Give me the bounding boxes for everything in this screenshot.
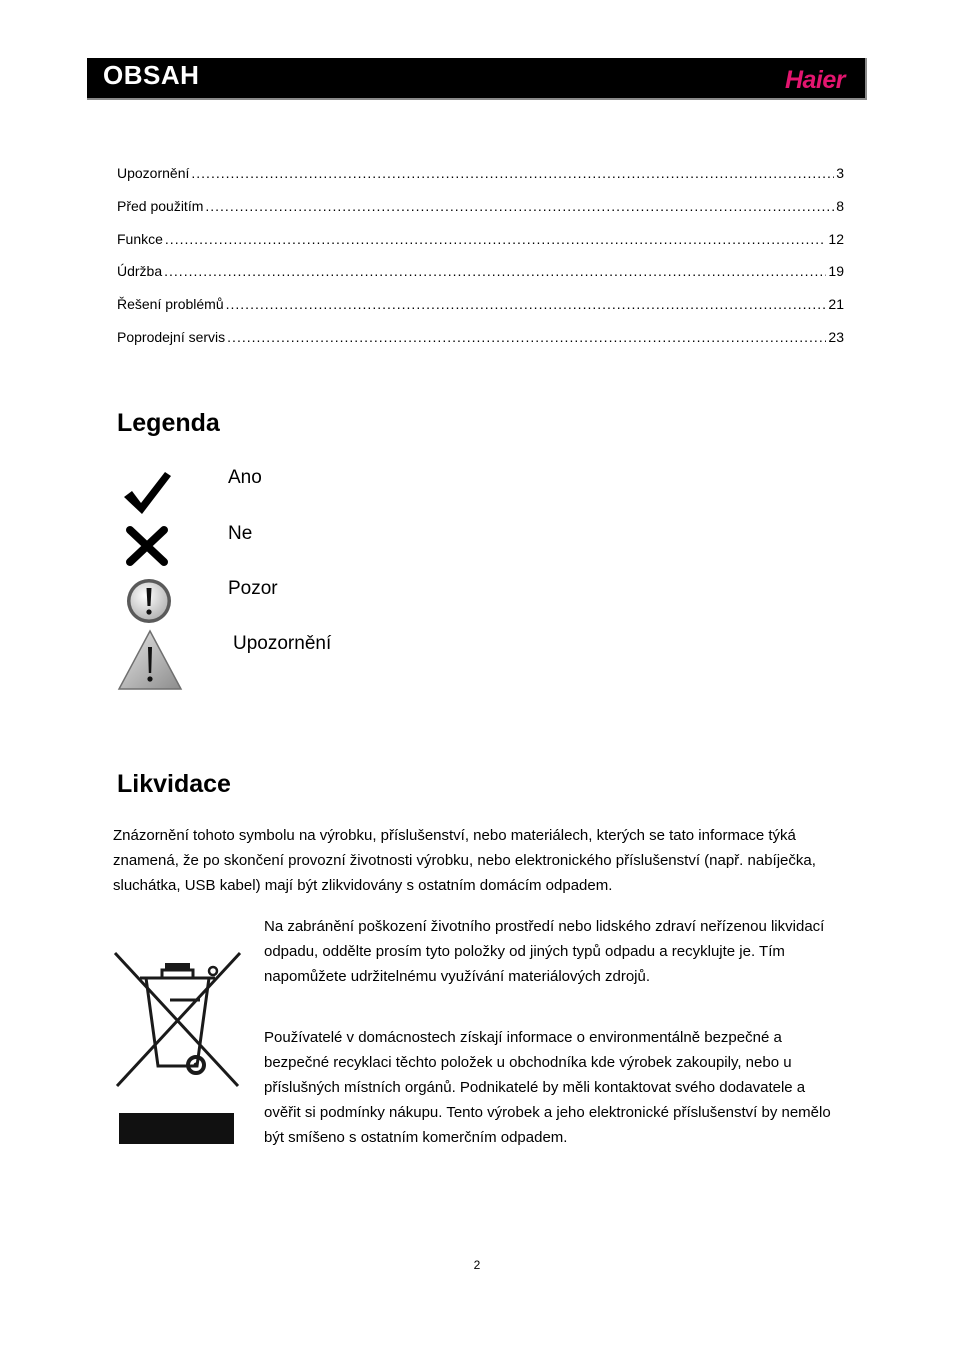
crossed-out-wheelie-bin-icon — [110, 948, 245, 1090]
toc-entry-page: 12 — [828, 230, 844, 247]
toc-leader-dots — [226, 291, 827, 317]
page-header — [87, 58, 867, 100]
toc-leader-dots — [165, 226, 827, 252]
exclamation-circle-icon — [125, 577, 173, 625]
toc-entry-page: 23 — [828, 328, 844, 345]
table-of-contents — [117, 160, 844, 357]
toc-entry-page: 21 — [828, 296, 844, 313]
toc-entry[interactable] — [117, 193, 844, 226]
legend-heading: Legenda — [117, 409, 220, 437]
toc-leader-dots — [227, 324, 826, 350]
toc-entry[interactable] — [117, 226, 844, 259]
disposal-heading: Likvidace — [117, 770, 231, 798]
toc-entry[interactable] — [117, 291, 844, 324]
toc-entry-label: Poprodejní servis — [117, 328, 226, 345]
toc-entry-label: Údržba — [117, 263, 163, 280]
legend-label-caution: Pozor — [228, 578, 278, 599]
checkmark-icon — [121, 470, 173, 516]
disposal-paragraph-1: Na zabránění poškození životního prostředí nebo lidského zdraví neřízenou likvidací odpadu, oddělte prosím tyto položky od jiných typů odpadu a recyklujte je. Tím napomůžete udržitelnému využívání materiálových zdrojů. — [264, 918, 825, 985]
disposal-intro: Znázornění tohoto symbolu na výrobku, příslušenství, nebo materiálech, kterých se tato informace týká znamená, že po skončení provozní životnosti výrobku, nebo elektronického příslušenství (např. nabíječka, sluchátka, USB kabel) mají být zlikvidovány s ostatním domácím odpadem. — [113, 827, 816, 894]
toc-entry-page: 8 — [836, 197, 844, 214]
page-number: 2 — [473, 1258, 481, 1272]
toc-entry[interactable] — [117, 258, 844, 291]
toc-entry-label: Upozornění — [117, 165, 190, 181]
toc-entry[interactable] — [117, 324, 844, 357]
toc-entry-page: 3 — [836, 165, 844, 181]
toc-entry-page: 19 — [828, 263, 844, 280]
toc-entry-label: Před použitím — [117, 197, 204, 214]
page-title: OBSAH — [103, 60, 200, 90]
legend-label-warning: Upozornění — [233, 633, 332, 654]
toc-entry[interactable] — [117, 160, 844, 193]
disposal-symbol-bar — [119, 1113, 234, 1144]
legend-label-no: Ne — [228, 523, 253, 544]
cross-icon — [124, 525, 170, 567]
toc-leader-dots — [205, 193, 834, 219]
warning-triangle-icon — [117, 629, 183, 691]
toc-leader-dots — [191, 160, 834, 186]
legend-label-yes: Ano — [228, 467, 262, 488]
toc-entry-label: Funkce — [117, 230, 163, 247]
disposal-paragraph-2: Používatelé v domácnostech získají informace o environmentálně bezpečné a bezpečné recyklaci těchto položek u obchodníka kde výrobek zakoupily, nebo u příslušných místních orgánů. Podnikatelé by měli kontaktovat svého dodavatele a ověřit si podmínky nákupu. Tento výrobek a jeho elektronické příslušenství by nemělo být smíšeno s ostatním komerčním odpadem. — [264, 1029, 831, 1146]
haier-logo: Haier — [784, 66, 845, 94]
toc-leader-dots — [164, 258, 826, 284]
toc-entry-label: Řešení problémů — [117, 296, 224, 313]
